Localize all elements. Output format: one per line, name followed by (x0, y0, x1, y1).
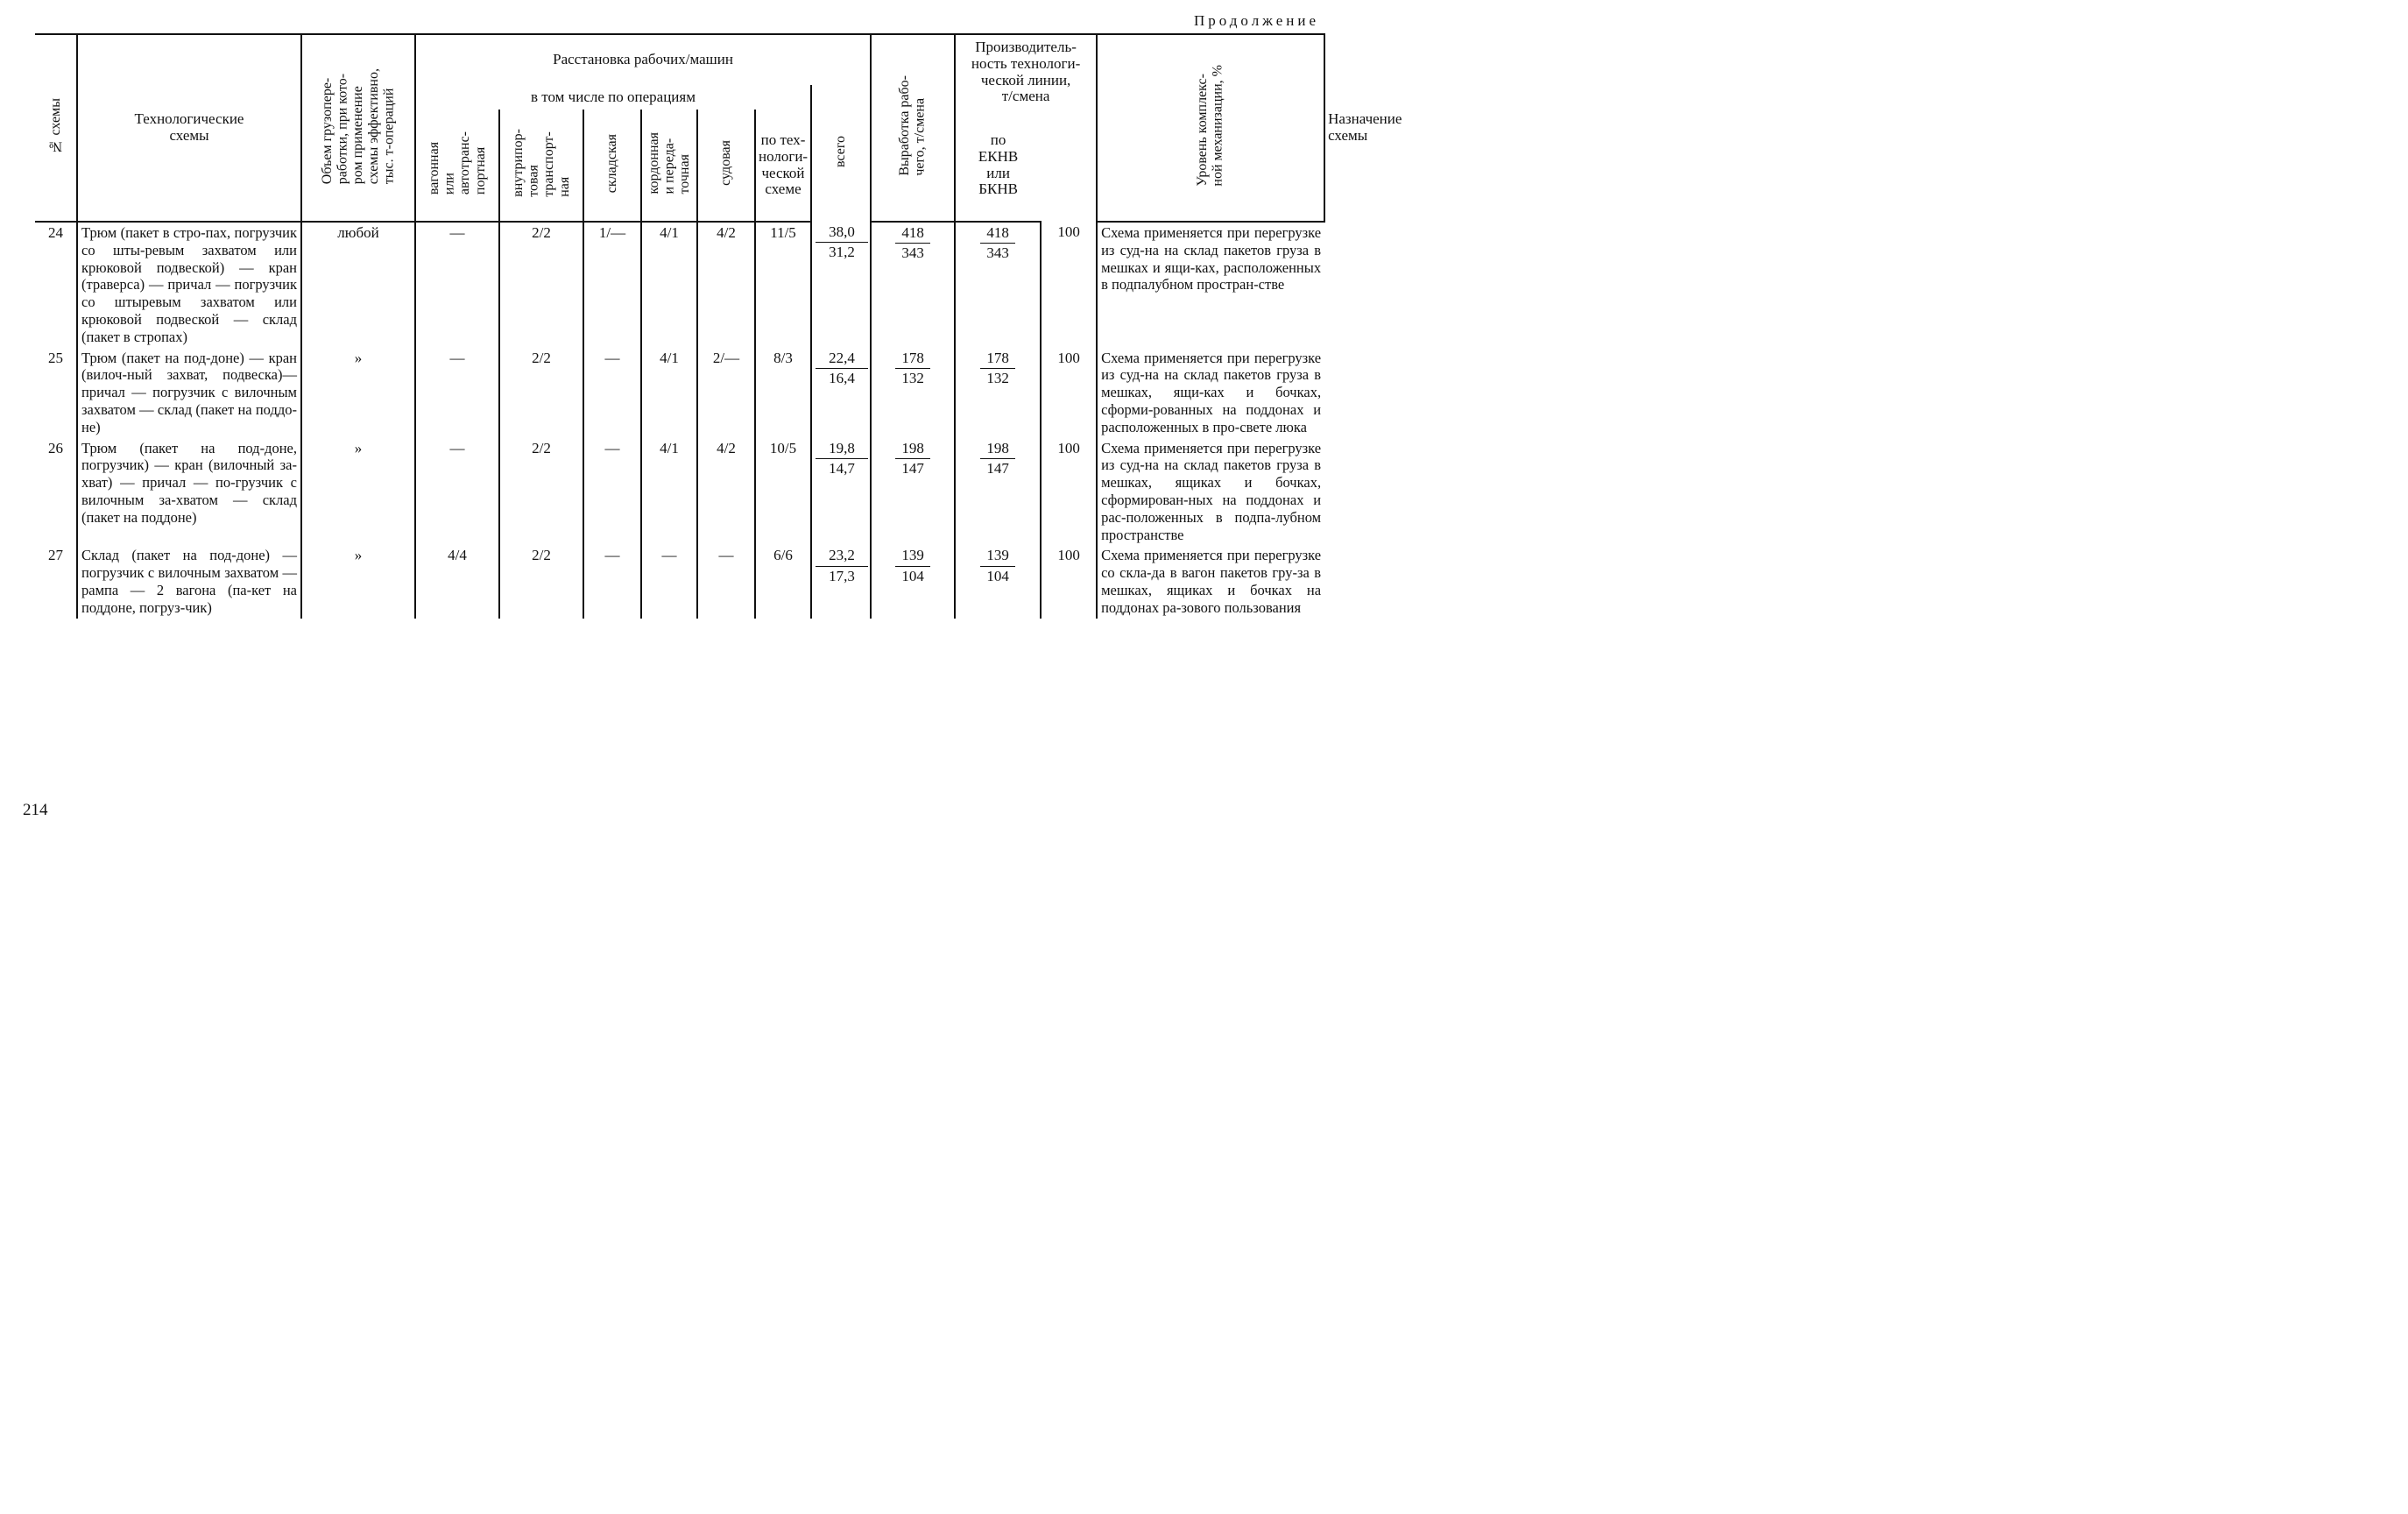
purpose-cell: Схема применяется при перегрузке со скла-да в вагон пакетов гру-за в мешках, ящиках и бочках на поддонах ра-зового пользования (1097, 545, 1324, 618)
prod-tech-denominator: 343 (901, 244, 924, 262)
mech-level-cell: 100 (1041, 545, 1097, 618)
header-op-cordon: кордонная и переда- точная (641, 110, 697, 222)
prod-tech-cell (871, 348, 955, 438)
prod-tech-denominator: 104 (901, 567, 924, 584)
op-internal-cell: 2/2 (499, 222, 583, 348)
prod-tech-cell (871, 222, 955, 348)
header-scheme-no: № схемы (35, 34, 77, 222)
header-productivity: Производитель- ность технологи- ческой линии, т/смена (955, 34, 1097, 110)
prod-ekhv-cell (955, 222, 1041, 348)
header-placement: Расстановка рабочих/машин (415, 34, 871, 85)
op-ship-cell: 4/2 (697, 222, 755, 348)
prod-ekhv-denominator: 104 (986, 567, 1009, 584)
volume-cell: » (301, 348, 415, 438)
output-cell (811, 438, 871, 546)
op-warehouse-cell: — (583, 545, 641, 618)
table-body (35, 222, 1324, 619)
op-internal-cell: 2/2 (499, 438, 583, 546)
purpose-cell: Схема применяется при перегрузке из суд-на на склад пакетов груза в мешках и ящи-ках, расположенных в подпалубном простран-стве (1097, 222, 1324, 348)
header-op-warehouse: складская (583, 110, 641, 222)
purpose-cell: Схема применяется при перегрузке из суд-на на склад пакетов груза в мешках, ящи-ках и бочках, сформи-рованных на поддонах и расположенных в про-свете люка (1097, 348, 1324, 438)
op-warehouse-cell: 1/— (583, 222, 641, 348)
output-fraction (816, 547, 868, 585)
op-internal-cell: 2/2 (499, 545, 583, 618)
prod-tech-cell (871, 545, 955, 618)
prod-ekhv-cell (955, 438, 1041, 546)
table-row (35, 545, 1324, 618)
prod-tech-denominator: 132 (901, 369, 924, 386)
header-op-ship: судовая (697, 110, 755, 222)
header-volume: Объем грузопере- работки, при кото- ром применение схемы эффективно, тыс. т-операций (301, 34, 415, 222)
header-tech-schemes: Технологические схемы (77, 34, 301, 222)
output-fraction (816, 440, 868, 478)
op-cordon-cell: 4/1 (641, 438, 697, 546)
document-page (0, 0, 1402, 874)
prod-ekhv-cell (955, 348, 1041, 438)
mech-level-cell: 100 (1041, 222, 1097, 348)
prod-ekhv-fraction (980, 350, 1015, 388)
continuation-label: Продолжение (1193, 12, 1319, 29)
output-numerator: 22,4 (816, 350, 868, 369)
op-ship-cell: — (697, 545, 755, 618)
op-wagon-cell: — (415, 438, 499, 546)
prod-tech-numerator: 139 (895, 547, 930, 566)
header-total: всего (811, 85, 871, 222)
prod-ekhv-denominator: 132 (986, 369, 1009, 386)
header-prod-ekhv: по ЕКНВ или БКНВ (955, 110, 1041, 222)
page-number: 214 (23, 801, 48, 819)
prod-ekhv-cell (955, 545, 1041, 618)
output-denominator: 14,7 (829, 459, 855, 477)
scheme-description: Трюм (пакет в стро-пах, погрузчик со шты-ревым захватом или крюковой подвеской) — кран (траверса) — причал — погрузчик со штыревым захватом или крюковой подвеской — склад (пакет в стропах) (77, 222, 301, 348)
output-cell (811, 222, 871, 348)
output-numerator: 23,2 (816, 547, 868, 566)
scheme-description: Трюм (пакет на под-доне) — кран (вилоч-ный захват, подвеска)— причал — погрузчик с вилочным захватом — склад (пакет на поддо-не) (77, 348, 301, 438)
prod-ekhv-denominator: 147 (986, 459, 1009, 477)
prod-tech-fraction (895, 547, 930, 585)
prod-ekhv-fraction (980, 440, 1015, 478)
prod-ekhv-numerator: 178 (980, 350, 1015, 369)
mech-level-cell: 100 (1041, 348, 1097, 438)
prod-tech-denominator: 147 (901, 459, 924, 477)
header-op-wagon: вагонная или автотранс- портная (415, 110, 499, 222)
purpose-cell: Схема применяется при перегрузке из суд-на на склад пакетов груза в мешках, ящиках и бочках, сформирован-ных на поддонах и рас-положенных в подпа-лубном пространстве (1097, 438, 1324, 546)
output-numerator: 19,8 (816, 440, 868, 459)
header-by-operations: в том числе по операциям (415, 85, 811, 110)
volume-cell: любой (301, 222, 415, 348)
header-mech-level: Уровень комплекс- ной механизации, % (1097, 34, 1324, 222)
op-internal-cell: 2/2 (499, 348, 583, 438)
scheme-description: Трюм (пакет на под-доне, погрузчик) — кран (вилочный за-хват) — причал — по-грузчик с вилочным за-хватом — склад (пакет на поддоне) (77, 438, 301, 546)
prod-tech-fraction (895, 350, 930, 388)
prod-tech-fraction (895, 224, 930, 263)
op-cordon-cell: 4/1 (641, 222, 697, 348)
prod-tech-numerator: 178 (895, 350, 930, 369)
prod-ekhv-numerator: 418 (980, 224, 1015, 244)
op-cordon-cell: — (641, 545, 697, 618)
op-warehouse-cell: — (583, 438, 641, 546)
output-numerator: 38,0 (816, 223, 868, 243)
header-prod-tech: по тех- нологи- ческой схеме (755, 110, 811, 222)
prod-ekhv-fraction (980, 224, 1015, 263)
prod-ekhv-numerator: 198 (980, 440, 1015, 459)
table-header: № схемы Технологические схемы Объем грузопере- работки, при кото- ром применение схемы эффективно, тыс. т-операций Расстановка рабочих/машин Выработка рабо- чего, т/смена Производитель- ность технологи- ческой линии, т/смена Уровень комплекс- ной механизации, % Назначение схемы в том числе по операциям всего вагонная или автотранс- портная внутрипор- товая транспорт- ная складская кордонная и переда- точная судовая по тех- нологи- ческой схеме по ЕКНВ или БКНВ (35, 34, 1324, 222)
output-denominator: 31,2 (829, 244, 855, 261)
mech-level-cell: 100 (1041, 438, 1097, 546)
op-wagon-cell: 4/4 (415, 545, 499, 618)
header-op-internal: внутрипор- товая транспорт- ная (499, 110, 583, 222)
prod-ekhv-numerator: 139 (980, 547, 1015, 566)
output-fraction (816, 223, 868, 262)
scheme-number: 25 (48, 349, 63, 366)
total-cell: 8/3 (755, 348, 811, 438)
scheme-description: Склад (пакет на под-доне) — погрузчик с вилочным захватом — рампа — 2 вагона (па-кет на поддоне, погруз-чик) (77, 545, 301, 618)
table-row (35, 438, 1324, 546)
scheme-number: 27 (48, 547, 63, 564)
prod-ekhv-denominator: 343 (986, 244, 1009, 262)
op-cordon-cell: 4/1 (641, 348, 697, 438)
total-cell: 6/6 (755, 545, 811, 618)
op-ship-cell: 4/2 (697, 438, 755, 546)
output-cell (811, 348, 871, 438)
header-output: Выработка рабо- чего, т/смена (871, 34, 955, 222)
scheme-number: 26 (48, 439, 63, 456)
output-denominator: 17,3 (829, 567, 855, 584)
output-denominator: 16,4 (829, 369, 855, 386)
volume-cell: » (301, 438, 415, 546)
table-row (35, 222, 1324, 348)
op-wagon-cell: — (415, 222, 499, 348)
output-fraction (816, 350, 868, 388)
total-cell: 10/5 (755, 438, 811, 546)
op-warehouse-cell: — (583, 348, 641, 438)
op-wagon-cell: — (415, 348, 499, 438)
prod-tech-cell (871, 438, 955, 546)
prod-tech-numerator: 198 (895, 440, 930, 459)
schemes-table (35, 33, 1402, 619)
scheme-number: 24 (48, 224, 63, 241)
prod-tech-fraction (895, 440, 930, 478)
output-cell (811, 545, 871, 618)
total-cell: 11/5 (755, 222, 811, 348)
prod-ekhv-fraction (980, 547, 1015, 585)
prod-tech-numerator: 418 (895, 224, 930, 244)
table-row (35, 348, 1324, 438)
volume-cell: » (301, 545, 415, 618)
op-ship-cell: 2/— (697, 348, 755, 438)
